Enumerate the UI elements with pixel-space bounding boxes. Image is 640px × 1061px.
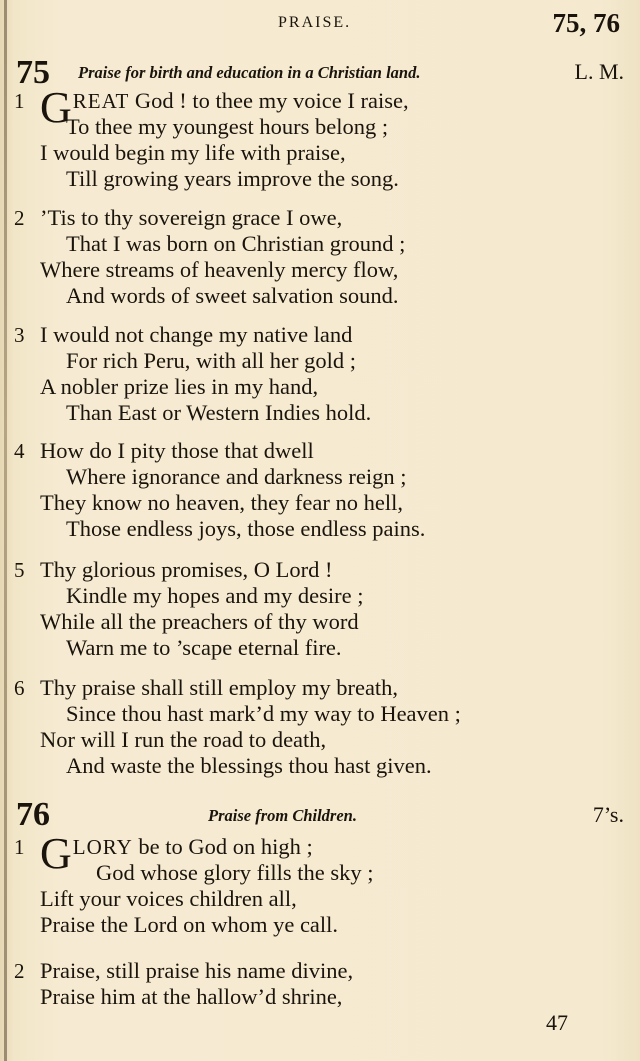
stanza-number: 5 xyxy=(14,558,25,582)
running-header xyxy=(0,10,640,38)
verse-line: Praise, still praise his name divine, xyxy=(40,958,354,983)
verse-line: Where ignorance and darkness reign ; xyxy=(66,464,407,489)
verse-text: God ! to thee my voice I raise, xyxy=(129,88,409,113)
verse-line: Than East or Western Indies hold. xyxy=(66,400,372,425)
page-number: 47 xyxy=(546,1010,568,1035)
verse-line: Praise him at the hallow’d shrine, xyxy=(40,984,343,1009)
verse-line: Praise the Lord on whom ye call. xyxy=(40,912,339,937)
stanza-number: 4 xyxy=(14,439,25,463)
small-caps-word: REAT xyxy=(72,89,130,113)
verse-line: Those endless joys, those endless pains. xyxy=(66,516,426,541)
verse-line: Lift your voices children all, xyxy=(40,886,297,911)
verse-line: Kindle my hopes and my desire ; xyxy=(66,583,364,608)
verse-line: I would begin my life with praise, xyxy=(40,140,346,165)
verse-line: They know no heaven, they fear no hell, xyxy=(40,490,403,515)
verse-text: be to God on high ; xyxy=(132,834,313,859)
stanza-number: 2 xyxy=(14,206,25,230)
hymn-title: Praise from Children. xyxy=(208,806,357,825)
verse-line: Nor will I run the road to death, xyxy=(40,727,327,752)
verse-line: And waste the blessings thou hast given. xyxy=(66,753,432,778)
verse-line: I would not change my native land xyxy=(40,322,353,347)
stanza-number: 6 xyxy=(14,676,25,700)
book-spine-edge xyxy=(4,0,7,1061)
verse-line: ’Tis to thy sovereign grace I owe, xyxy=(40,205,343,230)
verse-line: Thy glorious promises, O Lord ! xyxy=(40,557,333,582)
verse-line: While all the preachers of thy word xyxy=(40,609,359,634)
hymn-75-heading xyxy=(16,56,624,90)
section-title: PRAISE. xyxy=(278,14,352,31)
drop-cap: G xyxy=(40,83,73,132)
verse-line: Since thou hast mark’d my way to Heaven ; xyxy=(66,701,461,726)
drop-cap: G xyxy=(40,829,73,878)
verse-line: And words of sweet salvation sound. xyxy=(66,283,399,308)
verse-line: For rich Peru, with all her gold ; xyxy=(66,348,356,373)
hymn-meter: 7’s. xyxy=(592,802,624,827)
hymn-meter: L. M. xyxy=(574,59,624,84)
verse-line: Where streams of heavenly mercy flow, xyxy=(40,257,399,282)
verse-line: God whose glory fills the sky ; xyxy=(96,860,374,885)
hymn-76-heading xyxy=(16,798,624,832)
verse-line: How do I pity those that dwell xyxy=(40,438,314,463)
small-caps-word: LORY xyxy=(72,835,133,859)
stanza-number: 2 xyxy=(14,959,25,983)
stanza-number: 3 xyxy=(14,323,25,347)
verse-line: To thee my youngest hours belong ; xyxy=(66,114,389,139)
verse-line: Warn me to ’scape eternal fire. xyxy=(66,635,342,660)
hymn-title: Praise for birth and education in a Christian land. xyxy=(78,63,421,82)
verse-line: Thy praise shall still employ my breath, xyxy=(40,675,399,700)
verse-line: That I was born on Christian ground ; xyxy=(66,231,406,256)
stanza-number: 1 xyxy=(14,89,25,113)
hymn-number: 76 xyxy=(16,796,50,833)
verse-line: A nobler prize lies in my hand, xyxy=(40,374,319,399)
hymn-number: 75 xyxy=(16,54,50,91)
verse-line: Till growing years improve the song. xyxy=(66,166,399,191)
stanza-number: 1 xyxy=(14,835,25,859)
hymn-range: 75, 76 xyxy=(552,8,620,38)
